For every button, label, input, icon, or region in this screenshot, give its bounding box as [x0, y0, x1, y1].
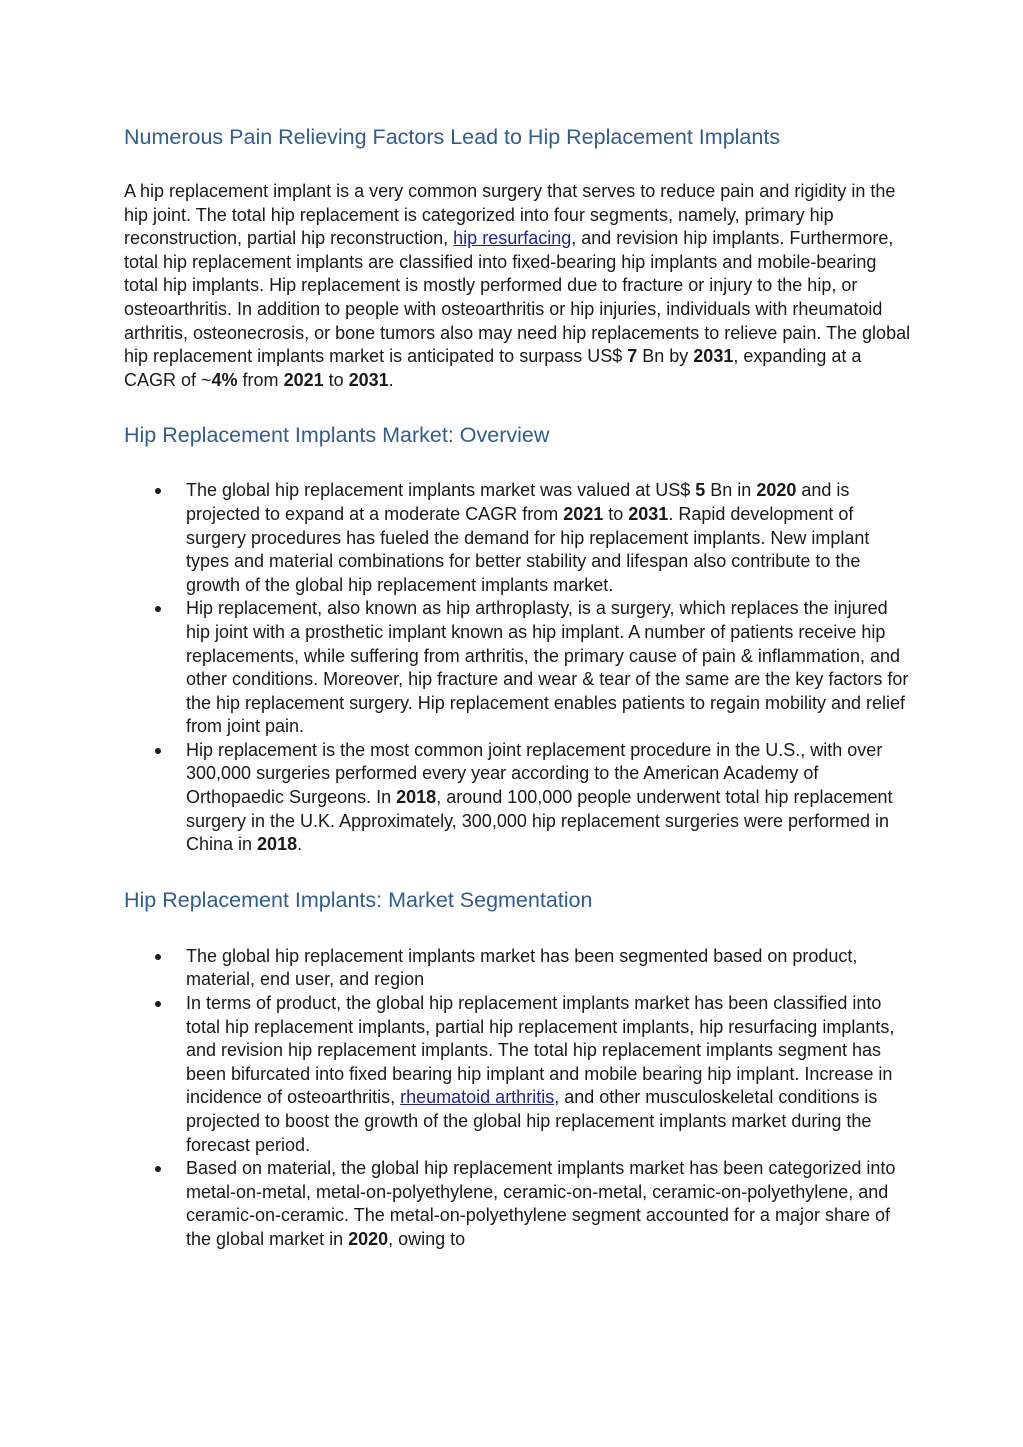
list-item	[186, 1157, 914, 1251]
bold-value: 7	[627, 346, 638, 367]
overview-list	[124, 479, 914, 857]
bullet-icon	[155, 1001, 161, 1007]
text-span: , and other musculoskeletal conditions is projected to boost the growth of the global hip replacement implants market during the forecast period.	[186, 1087, 878, 1155]
text-span: to	[603, 503, 629, 524]
bold-value: 5	[695, 480, 706, 501]
bold-value: 2021	[563, 503, 604, 524]
text-span: , around 100,000 people underwent total hip replacement surgery in the U.K. Approximately, 300,000 hip replacement surgeries were performed in China in	[186, 787, 893, 855]
bullet-icon	[155, 606, 161, 612]
list-item	[186, 479, 914, 597]
list-item	[186, 739, 914, 857]
bold-value: 2018	[257, 834, 298, 855]
list-item	[186, 992, 914, 1157]
bold-value: 4%	[211, 369, 238, 390]
list-item	[186, 945, 914, 992]
text-span: Based on material, the global hip replacement implants market has been categorized into metal-on-metal, metal-on-polyethylene, ceramic-on-metal, ceramic-on-polyethylene, and ceramic-on-ceramic. The metal-on-polyethylene segment accounted for a major share of the global market in	[186, 1158, 896, 1249]
text-span: In terms of product, the global hip replacement implants market has been classified into total hip replacement implants, partial hip replacement implants, hip resurfacing implants, and revision hip replacement implants. The total hip replacement implants segment has been bifurcated into fixed bearing hip implant and mobile bearing hip implant. Increase in incidence of osteoarthritis,	[186, 993, 895, 1108]
bullet-icon	[155, 954, 161, 960]
rheumatoid-arthritis-link[interactable]: rheumatoid arthritis	[400, 1087, 555, 1108]
bold-value: 2031	[628, 503, 669, 524]
bold-value: 2031	[693, 346, 734, 367]
text-span: from	[237, 369, 284, 390]
text-span: The global hip replacement implants market has been segmented based on product, material, end user, and region	[186, 945, 858, 990]
bullet-icon	[155, 748, 161, 754]
segmentation-list	[124, 945, 914, 1252]
hip-resurfacing-link[interactable]: hip resurfacing	[453, 228, 572, 249]
text-span: Bn in	[705, 480, 757, 501]
text-span: A hip replacement implant is a very common surgery that serves to reduce pain and rigidity in the hip joint. The total hip replacement is categorized into four segments, namely, primary hip reconstruction, partial hip reconstruction,	[124, 181, 896, 249]
bold-value: 2020	[756, 480, 797, 501]
section-heading-segmentation: Hip Replacement Implants: Market Segmentation	[124, 887, 593, 912]
text-span: . Rapid development of surgery procedures has fueled the demand for hip replacement implants. New implant types and material combinations for better stability and lifespan also contribute to the growth of the global hip replacement implants market.	[186, 503, 870, 595]
section-heading-overview: Hip Replacement Implants Market: Overview	[124, 423, 550, 448]
bold-value: 2021	[283, 369, 324, 390]
text-span: Bn by	[637, 346, 694, 367]
text-span: and is projected to expand at a moderate CAGR from	[186, 480, 850, 524]
document-page	[124, 122, 914, 1252]
text-span: The global hip replacement implants market was valued at US$	[186, 480, 696, 501]
text-span: , and revision hip implants. Furthermore, total hip replacement implants are classified into fixed-bearing hip implants and mobile-bearing total hip implants. Hip replacement is mostly performed due to fracture or injury to the hip, or osteoarthritis. In addition to people with osteoarthritis or hip injuries, individuals with rheumatoid arthritis, osteonecrosis, or bone tumors also may need hip replacements to relieve pain. The global hip replacement implants market is anticipated to surpass US$	[124, 228, 911, 367]
text-span: Hip replacement, also known as hip arthroplasty, is a surgery, which replaces the injured hip joint with a prosthetic implant known as hip implant. A number of patients receive hip replacements, while suffering from arthritis, the primary cause of pain & inflammation, and other conditions. Moreover, hip fracture and wear & tear of the same are the key factors for the hip replacement surgery. Hip replacement enables patients to regain mobility and relief from joint pain.	[186, 598, 909, 737]
bullet-icon	[155, 488, 161, 494]
text-span: , expanding at a CAGR of ~	[124, 346, 862, 390]
bullet-icon	[155, 1166, 161, 1172]
text-span: .	[388, 369, 394, 390]
section-heading-pain-relief: Numerous Pain Relieving Factors Lead to Hip Replacement Implants	[124, 125, 781, 149]
text-span: to	[323, 369, 349, 390]
bold-value: 2018	[396, 787, 437, 808]
list-item	[186, 597, 914, 739]
text-span: Hip replacement is the most common joint replacement procedure in the U.S., with over 300,000 surgeries performed every year according to the American Academy of Orthopaedic Surgeons. In	[186, 739, 883, 808]
text-span: , owing to	[388, 1228, 466, 1249]
bold-value: 2031	[348, 369, 389, 390]
text-span: .	[297, 834, 303, 855]
bold-value: 2020	[348, 1228, 389, 1249]
intro-paragraph	[124, 180, 914, 392]
